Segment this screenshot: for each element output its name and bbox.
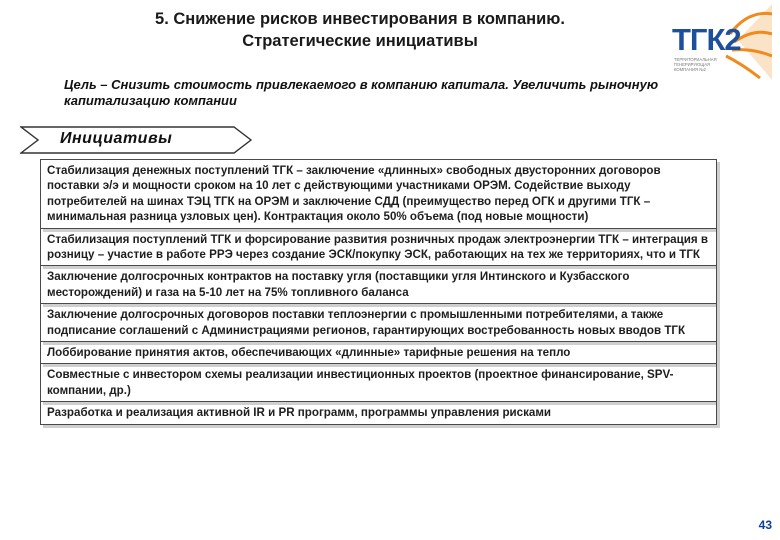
logo-subtitle-line-1: ТЕРРИТОРИАЛЬНАЯ	[674, 57, 717, 62]
logo-subtitle-line-2: ГЕНЕРИРУЮЩАЯ	[674, 62, 711, 67]
initiative-item: Заключение долгосрочных контрактов на поставку угля (поставщики угля Интинского и Кузбасского месторождений) и газа на 5-10 лет на 75% топливного баланса	[40, 265, 717, 304]
initiative-item: Стабилизация денежных поступлений ТГК – заключение «длинных» свободных двусторонних договоров поставки э/э и мощности сроком на 10 лет с действующими участниками ОРЭМ. Содействие выходу потребителей на шинах ТЭЦ ТГК на ОРЭМ и заключение СДД (преимущество перед ОГК и другими ТГК – минимальная разница узловых цен). Контрактация около 50% объема (под новые мощности)	[40, 159, 717, 229]
initiative-item: Лоббирование принятия актов, обеспечивающих «длинные» тарифные решения на тепло	[40, 341, 717, 364]
slide-title	[110, 8, 610, 52]
initiative-item: Совместные с инвестором схемы реализации инвестиционных проектов (проектное финансирование, SPV-компании, др.)	[40, 363, 717, 402]
logo-wordmark: ТГК2	[672, 22, 741, 57]
initiative-item: Заключение долгосрочных договоров поставки теплоэнергии с промышленными потребителями, а также подписание соглашений с Администрациями регионов, гарантирующих востребованность новых вводов ТГК	[40, 303, 717, 342]
initiatives-list	[40, 160, 717, 425]
initiative-item: Разработка и реализация активной IR и PR программ, программы управления рисками	[40, 401, 717, 424]
slide-title-line-2: Стратегические инициативы	[242, 32, 478, 50]
goal-statement: Цель – Снизить стоимость привлекаемого в компанию капитала. Увеличить рыночную капитализацию компании	[64, 77, 659, 108]
tgk2-logo	[668, 4, 772, 80]
logo-subtitle-line-3: КОМПАНИЯ №2	[674, 67, 706, 72]
initiative-item: Стабилизация поступлений ТГК и форсирование развития розничных продаж электроэнергии ТГК – интеграция в розницу – участие в работе РРЭ через создание ЭСК/покупку ЭСК, работающих на тех же территориях, что и ТГК	[40, 228, 717, 267]
slide-title-line-1: 5. Снижение рисков инвестирования в компанию.	[155, 10, 565, 28]
page-number: 43	[758, 518, 772, 532]
initiatives-banner-label: Инициативы	[60, 130, 173, 147]
